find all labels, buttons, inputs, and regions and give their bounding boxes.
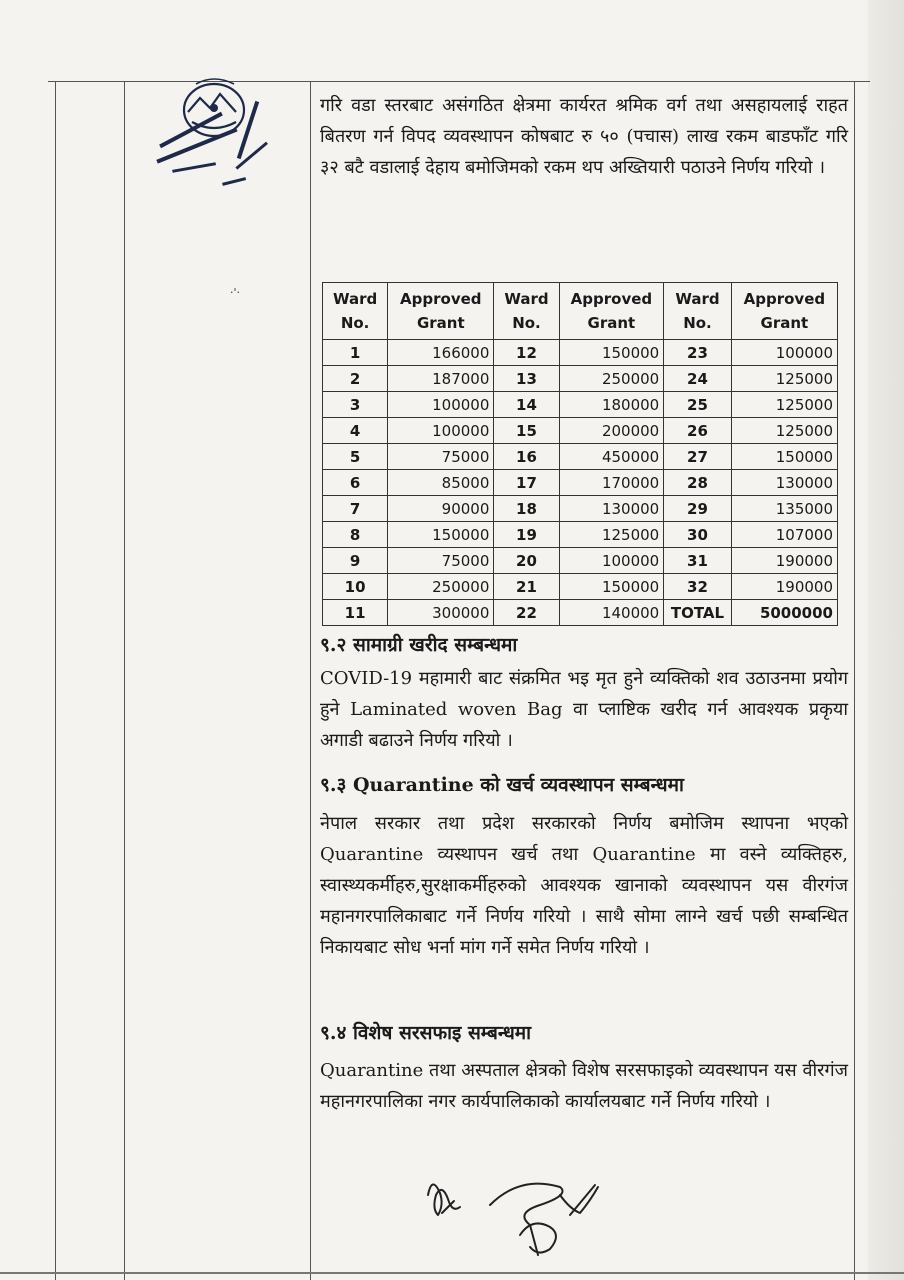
table-row — [323, 548, 838, 574]
municipality-seal-stamp — [136, 70, 296, 210]
ward-number: 30 — [664, 522, 732, 548]
ward-number: 12 — [494, 340, 559, 366]
grant-amount: 150000 — [559, 574, 664, 600]
ward-number: 25 — [664, 392, 732, 418]
grant-amount: 180000 — [559, 392, 664, 418]
ward-number: 4 — [323, 418, 388, 444]
grant-amount: 130000 — [559, 496, 664, 522]
grant-amount: 130000 — [731, 470, 837, 496]
page-edge — [868, 0, 904, 1280]
column-header: Approved Grant — [388, 283, 494, 340]
grant-amount: 200000 — [559, 418, 664, 444]
table-row — [323, 470, 838, 496]
table-row — [323, 522, 838, 548]
column-header: Ward No. — [664, 283, 732, 340]
grant-amount: 100000 — [559, 548, 664, 574]
table-total-row — [323, 600, 838, 626]
page-bottom-edge — [0, 1272, 904, 1274]
grant-amount: 107000 — [731, 522, 837, 548]
grant-amount: 450000 — [559, 444, 664, 470]
ward-number: 21 — [494, 574, 559, 600]
ward-grant-table — [322, 282, 838, 626]
table-row — [323, 496, 838, 522]
ink-speck: ·'· — [230, 286, 241, 299]
ward-number: 27 — [664, 444, 732, 470]
grant-amount: 150000 — [731, 444, 837, 470]
ward-number: 15 — [494, 418, 559, 444]
grant-amount: 170000 — [559, 470, 664, 496]
total-amount: 5000000 — [731, 600, 837, 626]
grant-amount: 100000 — [388, 418, 494, 444]
grant-amount: 250000 — [559, 366, 664, 392]
section-heading-9-3: ९.३ Quarantine को खर्च व्यवस्थापन सम्बन्धमा — [320, 774, 684, 796]
ward-number: 20 — [494, 548, 559, 574]
grant-amount: 190000 — [731, 548, 837, 574]
ward-number: 26 — [664, 418, 732, 444]
column-header: Ward No. — [494, 283, 559, 340]
ward-number: 24 — [664, 366, 732, 392]
ward-number: 3 — [323, 392, 388, 418]
ward-number: 19 — [494, 522, 559, 548]
table-row — [323, 366, 838, 392]
column-header: Approved Grant — [559, 283, 664, 340]
table-row — [323, 340, 838, 366]
grant-amount: 135000 — [731, 496, 837, 522]
grant-amount: 100000 — [388, 392, 494, 418]
ward-number: 5 — [323, 444, 388, 470]
ward-number: 16 — [494, 444, 559, 470]
section-text-9-4: Quarantine तथा अस्पताल क्षेत्रको विशेष सरसफाइको व्यवस्थापन यस वीरगंज महानगरपालिका नगर कार्यपालिकाको कार्यालयबाट गर्ने निर्णय गरियो । — [320, 1060, 848, 1112]
grant-amount: 85000 — [388, 470, 494, 496]
grant-amount: 75000 — [388, 548, 494, 574]
column-header: Approved Grant — [731, 283, 837, 340]
ward-number: 32 — [664, 574, 732, 600]
grant-amount: 150000 — [388, 522, 494, 548]
section-heading-9-2: ९.२ सामाग्री खरीद सम्बन्धमा — [320, 634, 518, 656]
column-header: Ward No. — [323, 283, 388, 340]
margin-line — [854, 81, 855, 1280]
ward-number: 6 — [323, 470, 388, 496]
ward-number: 8 — [323, 522, 388, 548]
ward-number: 2 — [323, 366, 388, 392]
grant-amount: 250000 — [388, 574, 494, 600]
ward-number: 31 — [664, 548, 732, 574]
ward-number: 9 — [323, 548, 388, 574]
section-heading-9-4: ९.४ विशेष सरसफाइ सम्बन्धमा — [320, 1022, 532, 1044]
grant-amount: 300000 — [388, 600, 494, 626]
intro-paragraph: गरि वडा स्तरबाट असंगठित क्षेत्रमा कार्यरत श्रमिक वर्ग तथा असहायलाई राहत बितरण गर्न विपद व्यवस्थापन कोषबाट रु ५० (पचास) लाख रकम बाडफाँट गरि ३२ बटै वडालाई देहाय बमोजिमको रकम थप अख्तियारी पठाउने निर्णय गरियो । — [320, 95, 848, 178]
grant-amount: 125000 — [731, 366, 837, 392]
grant-amount: 140000 — [559, 600, 664, 626]
section-text-9-3: नेपाल सरकार तथा प्रदेश सरकारको निर्णय बमोजिम स्थापना भएको Quarantine व्यस्थापन खर्च तथा Quarantine मा वस्ने व्यक्तिहरु, स्वास्थ्यकर्मीहरु,सुरक्षाकर्मीहरुको आवश्यक खानाको व्यवस्थापन यस वीरगंज महानगरपालिकाबाट गर्ने निर्णय गरियो । साथै सोमा लाग्ने खर्च पछी सम्बन्धित निकायबाट सोध भर्ना मांग गर्ने समेत निर्णय गरियो । — [320, 813, 848, 958]
grant-amount: 150000 — [559, 340, 664, 366]
ward-number: 14 — [494, 392, 559, 418]
section-text-9-2: COVID-19 महामारी बाट संक्रमित भइ मृत हुने व्यक्तिको शव उठाउनमा प्रयोग हुने Laminated woven Bag वा प्लाष्टिक खरीद गर्न आवश्यक प्रकृया अगाडी बढाउने निर्णय गरियो । — [320, 668, 848, 751]
ward-number: 22 — [494, 600, 559, 626]
grant-amount: 100000 — [731, 340, 837, 366]
ward-number: 29 — [664, 496, 732, 522]
ward-number: 18 — [494, 496, 559, 522]
table-row — [323, 574, 838, 600]
ward-number: 11 — [323, 600, 388, 626]
grant-amount: 125000 — [731, 418, 837, 444]
table-row — [323, 392, 838, 418]
table-header-row — [323, 283, 838, 340]
ward-number: 1 — [323, 340, 388, 366]
ward-number: 28 — [664, 470, 732, 496]
table-row — [323, 444, 838, 470]
total-label: TOTAL — [664, 600, 732, 626]
ward-number: 7 — [323, 496, 388, 522]
grant-amount: 187000 — [388, 366, 494, 392]
margin-line — [55, 81, 56, 1280]
ward-number: 23 — [664, 340, 732, 366]
ward-number: 13 — [494, 366, 559, 392]
margin-line — [310, 81, 311, 1280]
ward-number: 17 — [494, 470, 559, 496]
handwritten-signature — [420, 1165, 610, 1265]
ward-number: 10 — [323, 574, 388, 600]
margin-line — [124, 81, 125, 1280]
grant-amount: 125000 — [559, 522, 664, 548]
grant-amount: 190000 — [731, 574, 837, 600]
grant-amount: 166000 — [388, 340, 494, 366]
table-row — [323, 418, 838, 444]
grant-amount: 75000 — [388, 444, 494, 470]
grant-amount: 125000 — [731, 392, 837, 418]
grant-amount: 90000 — [388, 496, 494, 522]
